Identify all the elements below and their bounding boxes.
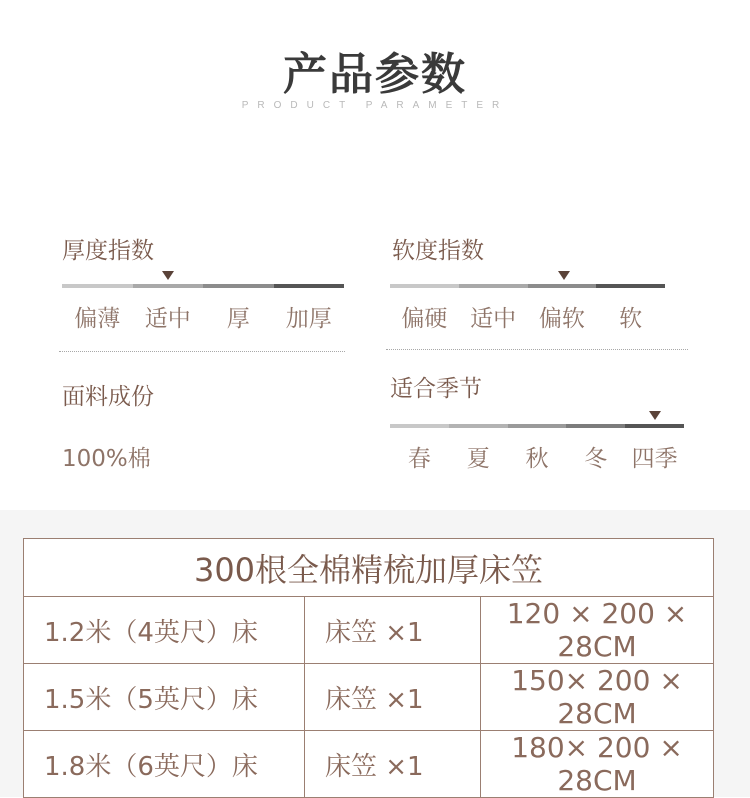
thickness-option: 适中 bbox=[144, 306, 191, 332]
softness-label: 软度指数 bbox=[392, 238, 484, 264]
season-marker-icon bbox=[649, 411, 661, 420]
thickness-option: 加厚 bbox=[285, 306, 332, 332]
season-label: 适合季节 bbox=[390, 376, 482, 402]
bed-size-cell: 1.2米（4英尺）床 bbox=[24, 597, 305, 664]
season-option: 秋 bbox=[525, 446, 549, 472]
softness-option: 软 bbox=[619, 306, 643, 332]
page-title: 产品参数 bbox=[283, 49, 467, 100]
thickness-option: 偏薄 bbox=[74, 306, 121, 332]
season-option: 冬 bbox=[584, 446, 608, 472]
thickness-label: 厚度指数 bbox=[62, 238, 154, 264]
thickness-option: 厚 bbox=[226, 306, 250, 332]
fabric-label: 面料成份 bbox=[62, 384, 154, 410]
dimension-cell: 150× 200 × 28CM bbox=[481, 664, 714, 731]
season-option: 夏 bbox=[466, 446, 490, 472]
softness-option: 偏硬 bbox=[401, 306, 448, 332]
item-cell: 床笠 ×1 bbox=[305, 597, 481, 664]
softness-options bbox=[390, 300, 665, 333]
bed-size-cell: 1.8米（6英尺）床 bbox=[24, 731, 305, 798]
divider bbox=[59, 351, 345, 352]
item-cell: 床笠 ×1 bbox=[305, 731, 481, 798]
softness-marker-icon bbox=[558, 271, 570, 280]
thickness-options bbox=[62, 300, 344, 333]
table-row bbox=[24, 664, 714, 731]
dimension-cell: 180× 200 × 28CM bbox=[481, 731, 714, 798]
season-scale-bar bbox=[390, 424, 684, 428]
softness-scale-bar bbox=[390, 284, 665, 288]
page-subtitle: PRODUCT PARAMETER bbox=[241, 100, 509, 111]
fabric-value: 100%棉 bbox=[62, 446, 151, 472]
bed-size-cell: 1.5米（5英尺）床 bbox=[24, 664, 305, 731]
softness-option: 偏软 bbox=[538, 306, 585, 332]
softness-option: 适中 bbox=[470, 306, 517, 332]
dimension-cell: 120 × 200 × 28CM bbox=[481, 597, 714, 664]
table-row bbox=[24, 597, 714, 664]
table-row bbox=[24, 731, 714, 798]
season-option: 春 bbox=[407, 446, 431, 472]
item-cell: 床笠 ×1 bbox=[305, 664, 481, 731]
thickness-scale-bar bbox=[62, 284, 344, 288]
season-option: 四季 bbox=[631, 446, 678, 472]
season-options bbox=[390, 440, 684, 473]
spec-table bbox=[23, 538, 714, 798]
thickness-marker-icon bbox=[162, 271, 174, 280]
divider bbox=[386, 349, 688, 350]
spec-table-title: 300根全棉精梳加厚床笠 bbox=[24, 539, 714, 597]
